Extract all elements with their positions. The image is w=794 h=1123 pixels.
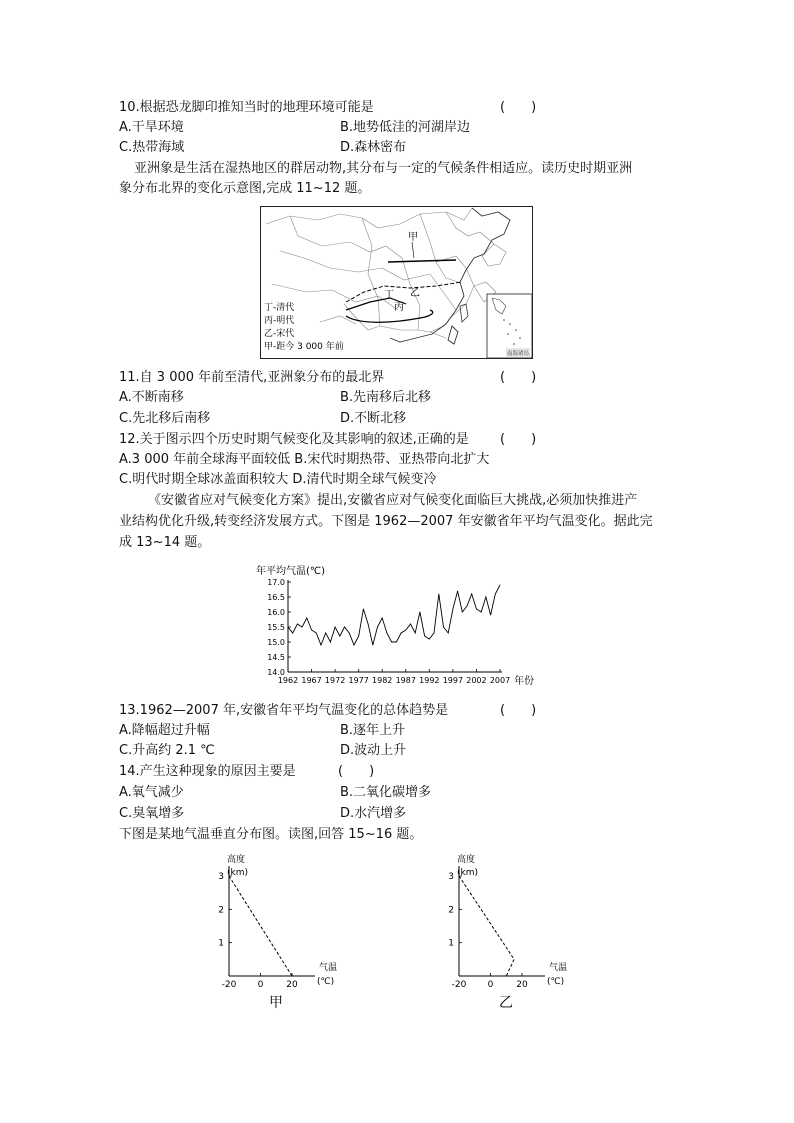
temp-chart-xtick-label: 1987	[395, 676, 416, 685]
temp-chart-xtick-label: 2007	[489, 676, 511, 685]
legend-jia: 甲-距今 3 000 年前	[264, 342, 344, 352]
temp-chart-ytick-label: 14.0	[267, 668, 285, 677]
temp-point	[330, 642, 331, 643]
temp-point	[429, 639, 430, 640]
intro13-line3: 成 13~14 题。	[119, 535, 211, 550]
temp-point	[302, 627, 303, 628]
temp-point	[467, 606, 468, 607]
profile-xlabel-a: 气温	[319, 963, 338, 973]
elephant-range-map	[260, 206, 534, 360]
temp-chart-body	[267, 578, 510, 685]
q12-stem: 12.关于图示四个历史时期气候变化及其影响的叙述,正确的是	[119, 432, 469, 447]
temp-point	[325, 633, 326, 634]
temp-chart-xtick-label: 1992	[419, 676, 440, 685]
q10-option-c: C.热带海域	[119, 140, 185, 155]
temp-chart-ytick-label: 15.0	[267, 638, 285, 647]
temp-point	[462, 612, 463, 613]
temp-point	[335, 627, 336, 628]
profile-chart-caption: 乙	[499, 995, 513, 1011]
q12-bracket: ( )	[500, 432, 537, 447]
temp-point	[354, 645, 355, 646]
q14-option-d: D.水汽增多	[340, 806, 407, 821]
q11-stem: 11.自 3 000 年前至清代,亚洲象分布的最北界	[119, 370, 385, 385]
q11-option-c: C.先北移后南移	[119, 411, 211, 426]
temp-chart-xtick-label: 1982	[372, 676, 393, 685]
profile-chart-yi	[430, 850, 590, 1012]
temp-point	[424, 636, 425, 637]
q10-option-b: B.地势低洼的河湖岸边	[340, 120, 471, 135]
profile-ylabel-b: (km)	[457, 868, 479, 878]
temp-point	[387, 633, 388, 634]
temp-point	[434, 633, 435, 634]
q13-option-a: A.降幅超过升幅	[119, 723, 210, 738]
temp-chart-xtick-label: 1962	[277, 676, 299, 685]
q10-option-a: A.干旱环境	[119, 120, 184, 135]
profile-ylabel-b: (km)	[227, 868, 249, 878]
temp-chart-xtick-label: 1997	[442, 676, 464, 685]
temp-chart-xtick-label: 2002	[466, 676, 487, 685]
q13-option-b: B.逐年上升	[340, 723, 406, 738]
temp-point	[438, 594, 439, 595]
temp-point	[377, 627, 378, 628]
q13-option-c: C.升高约 2.1 ℃	[119, 743, 215, 758]
intro13-line2: 业结构优化升级,转变经济发展方式。下图是 1962—2007 年安徽省年平均气温变化。据此完	[119, 514, 653, 529]
profile-ylabel-a: 高度	[457, 855, 476, 865]
intro11-line1: 亚洲象是生活在湿热地区的群居动物,其分布与一定的气候条件相适应。读历史时期亚洲	[134, 161, 633, 176]
temp-point	[485, 597, 486, 598]
q14-stem: 14.产生这种现象的原因主要是	[119, 764, 296, 779]
profile-xtick-label: 0	[257, 980, 264, 990]
temp-point	[471, 594, 472, 595]
temp-chart-xlabel: 年份	[514, 676, 534, 687]
temp-series-line	[288, 585, 500, 645]
map-label-yi: 乙	[410, 288, 420, 299]
q13-option-d: D.波动上升	[340, 743, 407, 758]
profile-xtick-label: 20	[286, 980, 298, 990]
temp-point	[288, 627, 289, 628]
q12-options-line2: C.明代时期全球冰盖面积较大 D.清代时期全球气候变冷	[119, 472, 437, 487]
temp-chart-ytick-label: 16.0	[267, 608, 285, 617]
profile-ylabel-a: 高度	[227, 855, 246, 865]
q13-bracket: ( )	[500, 703, 537, 718]
temp-point	[410, 624, 411, 625]
temp-point	[405, 630, 406, 631]
temp-point	[490, 615, 491, 616]
profile-xtick-label: -20	[451, 980, 467, 990]
temp-point	[452, 609, 453, 610]
q14-option-b: B.二氧化碳增多	[340, 785, 432, 800]
profile-xtick-label: -20	[221, 980, 237, 990]
q13-stem: 13.1962—2007 年,安徽省年平均气温变化的总体趋势是	[119, 703, 449, 718]
temp-point	[321, 645, 322, 646]
temp-chart-ytick-label: 14.5	[267, 653, 285, 662]
anhui-temperature-chart	[252, 560, 542, 690]
profile-ytick-label: 3	[218, 872, 224, 882]
temp-chart-ytick-label: 15.5	[267, 623, 285, 632]
profile-ytick-label: 1	[218, 938, 224, 949]
profile-chart-jia	[200, 850, 360, 1012]
profile-ytick-label: 2	[448, 905, 454, 916]
temp-point	[476, 609, 477, 610]
temp-chart-ylabel: 年平均气温(℃)	[256, 566, 326, 577]
intro15: 下图是某地气温垂直分布图。读图,回答 15~16 题。	[119, 827, 423, 842]
temp-point	[358, 636, 359, 637]
inset-caption: 南海诸岛	[507, 351, 530, 357]
q14-option-a: A.氧气减少	[119, 785, 184, 800]
q10-option-d: D.森林密布	[340, 140, 407, 155]
q11-option-b: B.先南移后北移	[340, 390, 432, 405]
map-label-jia: 甲	[408, 232, 418, 243]
map-label-ding: 丁	[384, 290, 394, 301]
q11-option-a: A.不断南移	[119, 390, 184, 405]
temp-point	[292, 633, 293, 634]
temp-chart-xtick-label: 1967	[301, 676, 322, 685]
temp-point	[420, 612, 421, 613]
profile-xlabel-b: (℃)	[317, 977, 335, 987]
q14-bracket: ( )	[338, 764, 375, 779]
profile-series-line	[459, 876, 514, 976]
temp-point	[363, 609, 364, 610]
temp-point	[372, 645, 373, 646]
temp-point	[344, 627, 345, 628]
temp-point	[391, 642, 392, 643]
map-label-bing: 丙	[394, 302, 404, 313]
temp-point	[306, 618, 307, 619]
temp-chart-ytick-label: 16.5	[267, 593, 285, 602]
temp-chart-xtick-label: 1972	[324, 676, 346, 685]
legend-ding: 丁-清代	[264, 303, 295, 313]
profile-xlabel-a: 气温	[549, 963, 568, 973]
temp-point	[339, 636, 340, 637]
profile-ytick-label: 2	[218, 905, 224, 916]
temp-point	[396, 642, 397, 643]
intro11-line2: 象分布北界的变化示意图,完成 11~12 题。	[119, 181, 371, 196]
legend-bing: 丙-明代	[264, 316, 295, 326]
legend-yi: 乙-宋代	[264, 329, 295, 339]
q14-option-c: C.臭氧增多	[119, 806, 185, 821]
intro13-line1: 《安徽省应对气候变化方案》提出,安徽省应对气候变化面临巨大挑战,必须加快推进产	[148, 493, 638, 508]
temp-point	[481, 612, 482, 613]
temp-point	[457, 591, 458, 592]
temp-point	[368, 624, 369, 625]
profile-chart-caption: 甲	[269, 995, 283, 1011]
temp-point	[349, 633, 350, 634]
profile-ytick-label: 1	[448, 938, 454, 949]
temp-point	[382, 618, 383, 619]
temp-point	[495, 594, 496, 595]
q11-bracket: ( )	[500, 370, 537, 385]
temp-point	[316, 633, 317, 634]
temp-point	[500, 585, 501, 586]
q10-stem: 10.根据恐龙脚印推知当时的地理环境可能是	[119, 100, 374, 115]
profile-xlabel-b: (℃)	[547, 977, 565, 987]
temp-point	[311, 630, 312, 631]
q10-bracket: ( )	[500, 100, 537, 115]
temp-point	[297, 624, 298, 625]
profile-xtick-label: 0	[487, 980, 494, 990]
temp-point	[415, 633, 416, 634]
temp-chart-xtick-label: 1977	[348, 676, 369, 685]
temp-chart-ytick-label: 17.0	[267, 578, 285, 587]
profile-ytick-label: 3	[448, 872, 454, 882]
q11-option-d: D.不断北移	[340, 411, 407, 426]
temp-point	[443, 627, 444, 628]
temp-point	[448, 633, 449, 634]
temp-point	[401, 633, 402, 634]
profile-series-line	[229, 876, 292, 976]
q12-options-line1: A.3 000 年前全球海平面较低 B.宋代时期热带、亚热带向北扩大	[119, 452, 490, 467]
profile-xtick-label: 20	[516, 980, 528, 990]
